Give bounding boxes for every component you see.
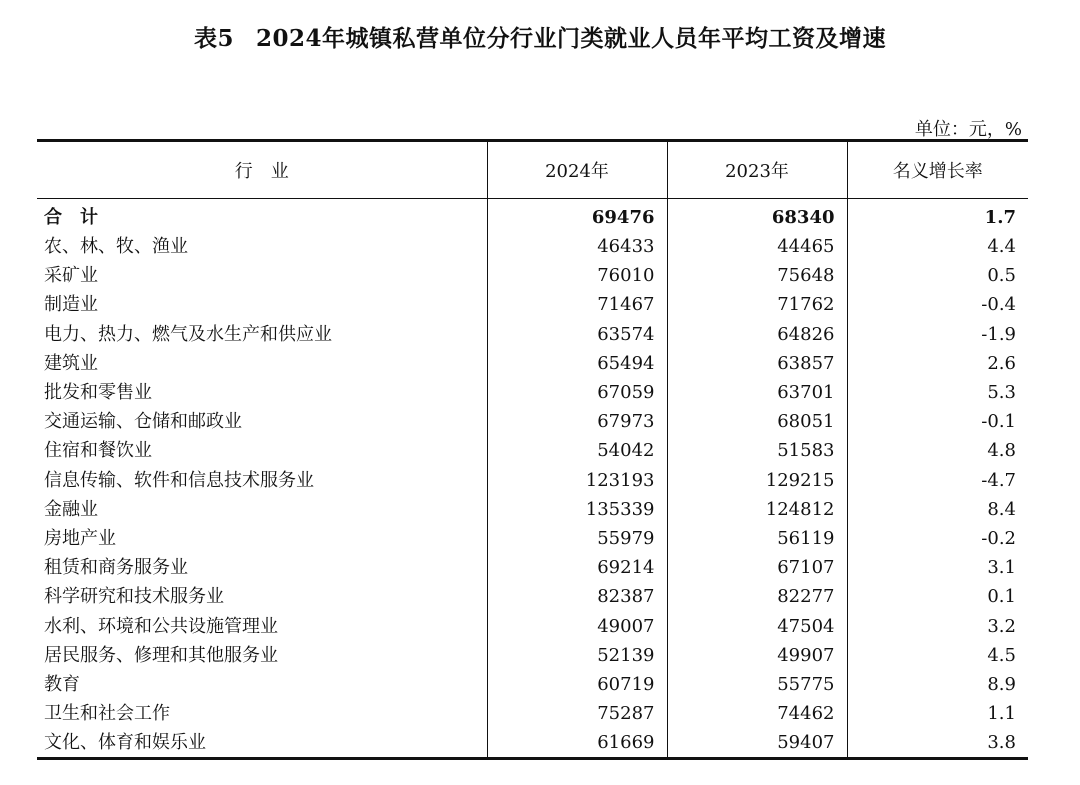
table-number: 表5 bbox=[193, 25, 234, 52]
wage-2024-cell: 71467 bbox=[487, 290, 667, 319]
table-row bbox=[37, 670, 1028, 699]
header-growth: 名义增长率 bbox=[847, 141, 1028, 199]
growth-rate-cell: -1.9 bbox=[847, 320, 1028, 349]
growth-rate-cell: 4.5 bbox=[847, 641, 1028, 670]
wage-2023-cell: 63701 bbox=[667, 378, 847, 407]
table-row bbox=[37, 495, 1028, 524]
table-row bbox=[37, 349, 1028, 378]
header-industry: 行 业 bbox=[37, 141, 487, 199]
industry-cell: 制造业 bbox=[44, 294, 98, 316]
wage-2024-cell: 63574 bbox=[487, 320, 667, 349]
wage-2024-cell: 69476 bbox=[487, 199, 667, 233]
table-title-text: 2024年城镇私营单位分行业门类就业人员年平均工资及增速 bbox=[256, 25, 887, 52]
growth-rate-cell: 5.3 bbox=[847, 378, 1028, 407]
wage-2024-cell: 82387 bbox=[487, 582, 667, 611]
industry-cell: 合 计 bbox=[44, 207, 98, 228]
wage-2023-cell: 51583 bbox=[667, 436, 847, 465]
table-row bbox=[37, 466, 1028, 495]
growth-rate-cell: 8.4 bbox=[847, 495, 1028, 524]
growth-rate-cell: -4.7 bbox=[847, 466, 1028, 495]
table-body bbox=[37, 199, 1028, 759]
wage-2024-cell: 123193 bbox=[487, 466, 667, 495]
industry-cell: 水利、环境和公共设施管理业 bbox=[44, 615, 278, 637]
wage-table bbox=[37, 139, 1028, 760]
growth-rate-cell: 3.2 bbox=[847, 611, 1028, 640]
total-row bbox=[37, 199, 1028, 233]
wage-2024-cell: 76010 bbox=[487, 261, 667, 290]
industry-cell: 建筑业 bbox=[44, 352, 98, 374]
table-row bbox=[37, 641, 1028, 670]
industry-cell: 金融业 bbox=[44, 498, 98, 520]
wage-2023-cell: 44465 bbox=[667, 232, 847, 261]
wage-2024-cell: 75287 bbox=[487, 699, 667, 728]
industry-cell: 文化、体育和娱乐业 bbox=[37, 728, 487, 759]
wage-2024-cell: 54042 bbox=[487, 436, 667, 465]
wage-2024-cell: 60719 bbox=[487, 670, 667, 699]
wage-2023-cell: 74462 bbox=[667, 699, 847, 728]
wage-2023-cell: 59407 bbox=[667, 728, 847, 759]
industry-cell: 电力、热力、燃气及水生产和供应业 bbox=[44, 323, 332, 345]
table-row bbox=[37, 232, 1028, 261]
growth-rate-cell: -0.1 bbox=[847, 407, 1028, 436]
wage-2023-cell: 55775 bbox=[667, 670, 847, 699]
table-row bbox=[37, 728, 1028, 759]
table-row bbox=[37, 407, 1028, 436]
growth-rate-cell: 3.8 bbox=[847, 728, 1028, 759]
wage-2024-cell: 55979 bbox=[487, 524, 667, 553]
wage-2024-cell: 135339 bbox=[487, 495, 667, 524]
header-2023: 2023年 bbox=[667, 141, 847, 199]
table-row bbox=[37, 290, 1028, 319]
wage-2024-cell: 65494 bbox=[487, 349, 667, 378]
unit-label: 单位：元，% bbox=[914, 119, 1022, 140]
header-2024: 2024年 bbox=[487, 141, 667, 199]
growth-rate-cell: 4.8 bbox=[847, 436, 1028, 465]
wage-2023-cell: 68340 bbox=[667, 199, 847, 233]
growth-rate-cell: -0.2 bbox=[847, 524, 1028, 553]
industry-cell: 批发和零售业 bbox=[44, 382, 152, 404]
wage-2023-cell: 124812 bbox=[667, 495, 847, 524]
table-row bbox=[37, 436, 1028, 465]
wage-2024-cell: 67059 bbox=[487, 378, 667, 407]
table-title bbox=[0, 20, 1080, 53]
table-row bbox=[37, 320, 1028, 349]
wage-2024-cell: 69214 bbox=[487, 553, 667, 582]
industry-cell: 教育 bbox=[44, 673, 80, 695]
wage-2023-cell: 82277 bbox=[667, 582, 847, 611]
table-row bbox=[37, 261, 1028, 290]
growth-rate-cell: 4.4 bbox=[847, 232, 1028, 261]
industry-cell: 信息传输、软件和信息技术服务业 bbox=[44, 469, 314, 491]
table-row bbox=[37, 582, 1028, 611]
industry-cell: 租赁和商务服务业 bbox=[44, 557, 188, 579]
growth-rate-cell: 0.5 bbox=[847, 261, 1028, 290]
growth-rate-cell: 3.1 bbox=[847, 553, 1028, 582]
growth-rate-cell: 1.7 bbox=[847, 199, 1028, 233]
wage-2024-cell: 61669 bbox=[487, 728, 667, 759]
wage-2023-cell: 56119 bbox=[667, 524, 847, 553]
table-row bbox=[37, 524, 1028, 553]
growth-rate-cell: 1.1 bbox=[847, 699, 1028, 728]
table-row bbox=[37, 699, 1028, 728]
industry-cell: 科学研究和技术服务业 bbox=[44, 586, 224, 608]
wage-2023-cell: 64826 bbox=[667, 320, 847, 349]
wage-2023-cell: 63857 bbox=[667, 349, 847, 378]
growth-rate-cell: 0.1 bbox=[847, 582, 1028, 611]
industry-cell: 卫生和社会工作 bbox=[44, 703, 170, 725]
wage-2023-cell: 68051 bbox=[667, 407, 847, 436]
industry-cell: 居民服务、修理和其他服务业 bbox=[44, 644, 278, 666]
wage-2024-cell: 67973 bbox=[487, 407, 667, 436]
wage-2023-cell: 71762 bbox=[667, 290, 847, 319]
industry-cell: 房地产业 bbox=[44, 527, 116, 549]
wage-2023-cell: 47504 bbox=[667, 611, 847, 640]
table-row bbox=[37, 553, 1028, 582]
industry-cell: 交通运输、仓储和邮政业 bbox=[44, 411, 242, 433]
growth-rate-cell: -0.4 bbox=[847, 290, 1028, 319]
wage-2023-cell: 129215 bbox=[667, 466, 847, 495]
industry-cell: 农、林、牧、渔业 bbox=[44, 236, 188, 258]
wage-2024-cell: 52139 bbox=[487, 641, 667, 670]
wage-2023-cell: 49907 bbox=[667, 641, 847, 670]
growth-rate-cell: 8.9 bbox=[847, 670, 1028, 699]
table-row bbox=[37, 611, 1028, 640]
wage-2024-cell: 49007 bbox=[487, 611, 667, 640]
table-row bbox=[37, 378, 1028, 407]
industry-cell: 采矿业 bbox=[44, 265, 98, 287]
wage-2024-cell: 46433 bbox=[487, 232, 667, 261]
header-row bbox=[37, 141, 1028, 199]
wage-2023-cell: 67107 bbox=[667, 553, 847, 582]
wage-2023-cell: 75648 bbox=[667, 261, 847, 290]
growth-rate-cell: 2.6 bbox=[847, 349, 1028, 378]
industry-cell: 住宿和餐饮业 bbox=[44, 440, 152, 462]
